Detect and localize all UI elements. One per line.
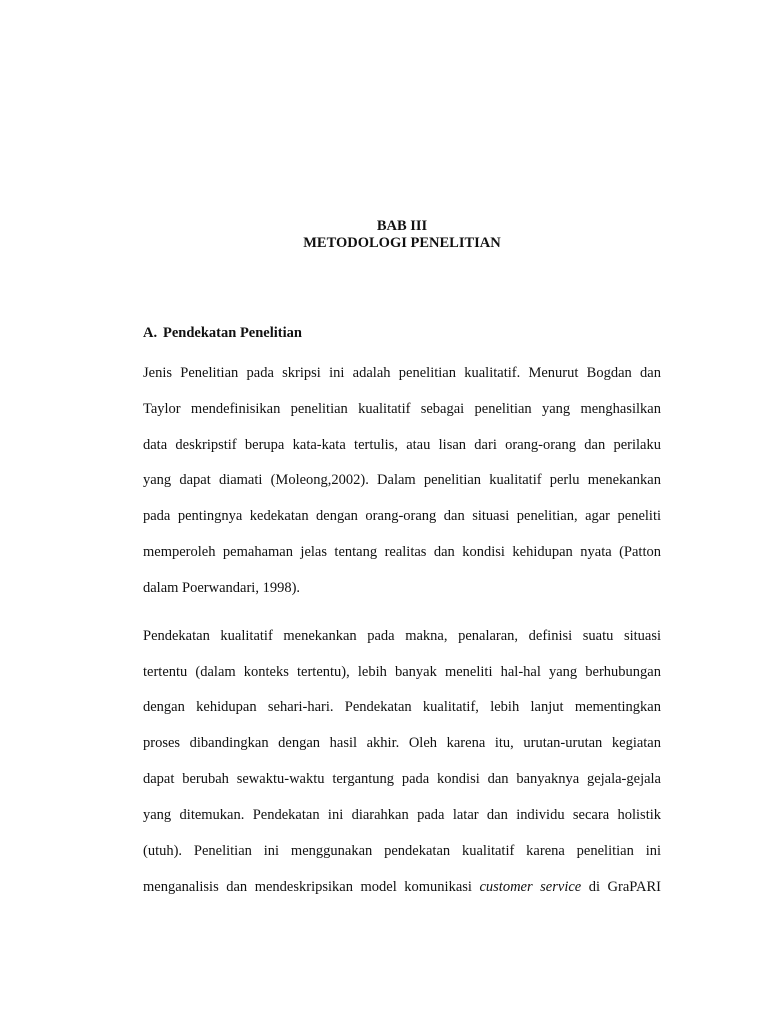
paragraph-line: yang ditemukan. Pendekatan ini diarahkan pada latar dan individu secara holistik xyxy=(143,807,661,823)
paragraph-line: proses dibandingkan dengan hasil akhir. Oleh karena itu, urutan-urutan kegiatan xyxy=(143,735,661,751)
paragraph-line: yang dapat diamati (Moleong,2002). Dalam penelitian kualitatif perlu menekankan xyxy=(143,472,661,488)
paragraph-line: Pendekatan kualitatif menekankan pada makna, penalaran, definisi suatu situasi xyxy=(143,628,661,644)
paragraph-line: Jenis Penelitian pada skripsi ini adalah penelitian kualitatif. Menurut Bogdan dan xyxy=(143,365,661,381)
italic-term: customer service xyxy=(479,879,582,895)
section-letter: A. xyxy=(143,325,158,341)
line-text-after: di GraPARI xyxy=(581,879,661,895)
chapter-title: METODOLOGI PENELITIAN xyxy=(303,235,501,251)
paragraph-line: pada pentingnya kedekatan dengan orang-orang dan situasi penelitian, agar peneliti xyxy=(143,508,661,524)
paragraph-line: memperoleh pemahaman jelas tentang realitas dan kondisi kehidupan nyata (Patton xyxy=(143,544,661,560)
section-title: Pendekatan Penelitian xyxy=(163,325,302,341)
paragraph-line: Taylor mendefinisikan penelitian kualitatif sebagai penelitian yang menghasilkan xyxy=(143,401,661,417)
paragraph-line: dalam Poerwandari, 1998). xyxy=(143,580,301,596)
paragraph-line: tertentu (dalam konteks tertentu), lebih banyak meneliti hal-hal yang berhubungan xyxy=(143,664,661,680)
section-heading xyxy=(143,325,302,342)
paragraph-line: dengan kehidupan sehari-hari. Pendekatan kualitatif, lebih lanjut mementingkan xyxy=(143,699,661,715)
paragraph-line-mixed xyxy=(143,878,661,896)
chapter-number: BAB III xyxy=(376,218,428,234)
paragraph-line: data deskripstif berupa kata-kata tertulis, atau lisan dari orang-orang dan perilaku xyxy=(143,437,661,453)
line-text-before: menganalisis dan mendeskripsikan model komunikasi xyxy=(143,879,480,895)
paragraph-line: (utuh). Penelitian ini menggunakan pendekatan kualitatif karena penelitian ini xyxy=(143,843,661,859)
paragraph-line: dapat berubah sewaktu-waktu tergantung pada kondisi dan banyaknya gejala-gejala xyxy=(143,771,661,787)
